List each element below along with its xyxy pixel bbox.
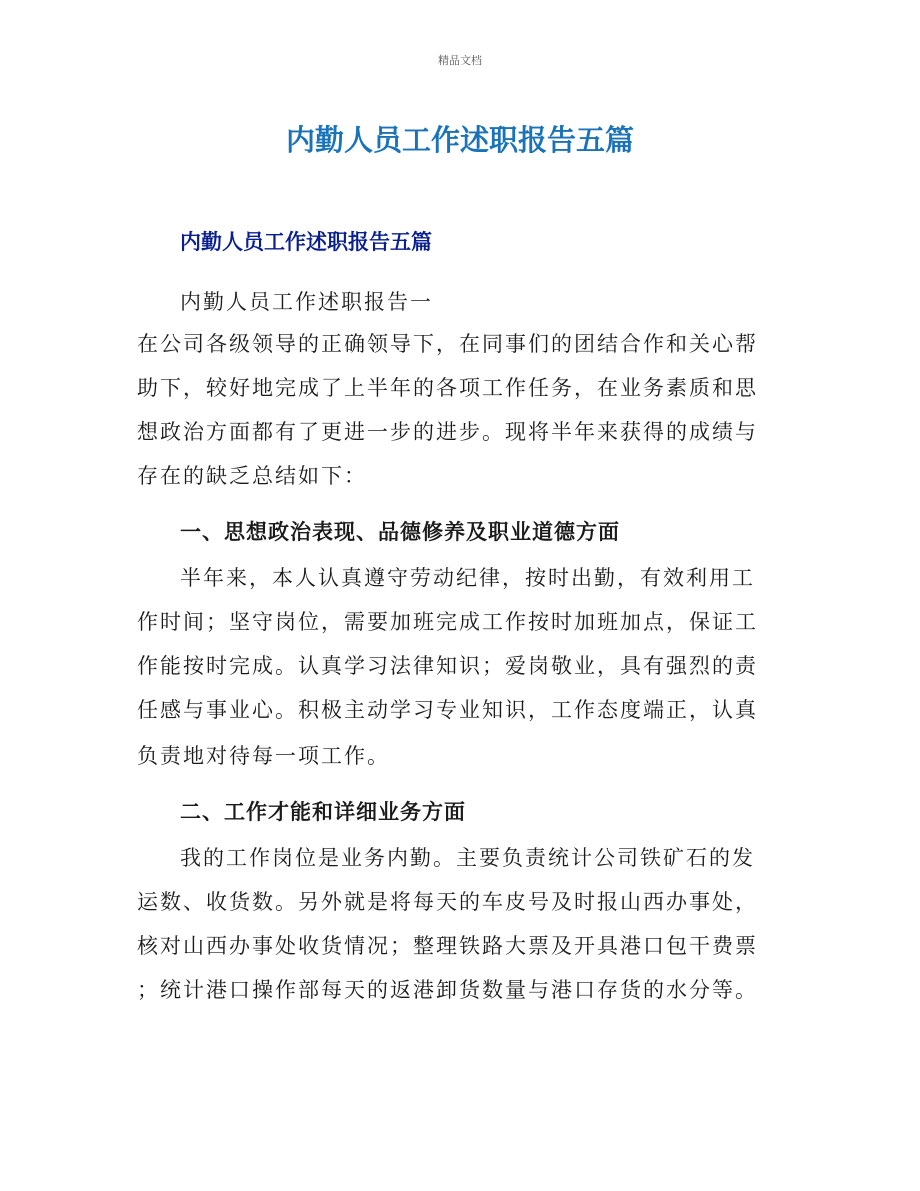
section-2-line-2: 运数、收货数。另外就是将每天的车皮号及时报山西办事处， xyxy=(137,890,758,914)
section-1-heading: 一、思想政治表现、品德修养及职业道德方面 xyxy=(180,520,620,544)
section-1-line-3: 作能按时完成。认真学习法律知识；爱岗敬业，具有强烈的责 xyxy=(137,654,758,678)
section-1-line-5: 负责地对待每一项工作。 xyxy=(137,744,390,768)
section-2-heading: 二、工作才能和详细业务方面 xyxy=(180,800,466,824)
intro-line-4: 存在的缺乏总结如下： xyxy=(137,464,367,488)
intro-line-1: 在公司各级领导的正确领导下，在同事们的团结合作和关心帮 xyxy=(137,332,758,356)
report-label: 内勤人员工作述职报告一 xyxy=(180,290,433,314)
section-2-line-1: 我的工作岗位是业务内勤。主要负责统计公司铁矿石的发 xyxy=(180,846,755,870)
section-1-line-1: 半年来，本人认真遵守劳动纪律，按时出勤，有效利用工 xyxy=(180,566,755,590)
header-watermark: 精品文档 xyxy=(438,54,482,67)
document-subtitle: 内勤人员工作述职报告五篇 xyxy=(180,230,432,254)
intro-line-2: 助下，较好地完成了上半年的各项工作任务，在业务素质和思 xyxy=(137,376,758,400)
section-2-line-3: 核对山西办事处收货情况；整理铁路大票及开具港口包干费票 xyxy=(137,934,758,958)
intro-line-3: 想政治方面都有了更进一步的进步。现将半年来获得的成绩与 xyxy=(137,420,758,444)
section-2-line-4: ；统计港口操作部每天的返港卸货数量与港口存货的水分等。 xyxy=(137,978,758,1002)
section-1-line-2: 作时间；坚守岗位，需要加班完成工作按时加班加点，保证工 xyxy=(137,610,758,634)
document-title: 内勤人员工作述职报告五篇 xyxy=(285,123,634,157)
section-1-line-4: 任感与事业心。积极主动学习专业知识，工作态度端正，认真 xyxy=(137,698,758,722)
